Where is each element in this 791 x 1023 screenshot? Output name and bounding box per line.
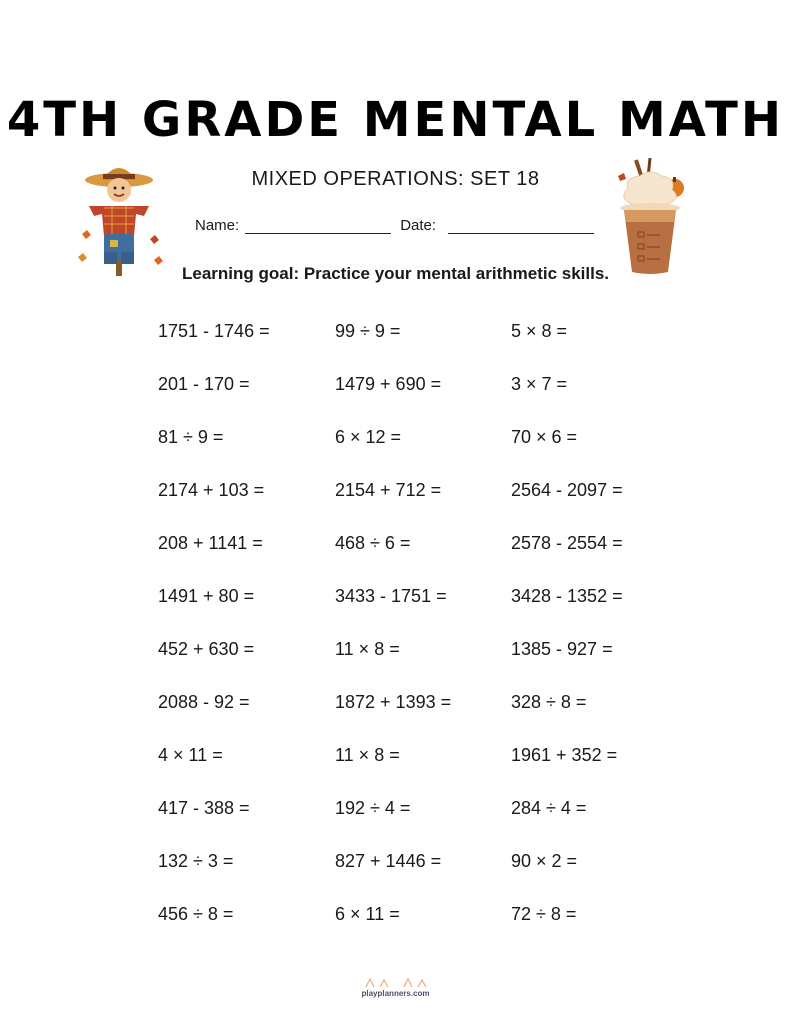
problem-item: 1385 - 927 = <box>511 639 613 659</box>
page-title: 4TH GRADE MENTAL MATH <box>6 92 785 148</box>
problem-item: 456 ÷ 8 = <box>158 904 234 924</box>
problem-item: 2174 + 103 = <box>158 480 265 500</box>
problem-item: 11 × 8 = <box>335 639 400 659</box>
date-field[interactable] <box>448 219 594 234</box>
problem-item: 1491 + 80 = <box>158 586 255 606</box>
problem-item: 208 + 1141 = <box>158 533 263 553</box>
problem-item: 3 × 7 = <box>511 374 568 394</box>
problem-item: 328 ÷ 8 = <box>511 692 587 712</box>
problem-item: 90 × 2 = <box>511 851 578 871</box>
problem-item: 3428 - 1352 = <box>511 586 623 606</box>
problem-item: 417 - 388 = <box>158 798 250 818</box>
problem-item: 6 × 12 = <box>335 427 402 447</box>
problem-item: 72 ÷ 8 = <box>511 904 577 924</box>
problem-item: 5 × 8 = <box>511 321 568 341</box>
footer-logo <box>0 977 791 998</box>
problem-item: 1479 + 690 = <box>335 374 442 394</box>
page-subtitle: MIXED OPERATIONS: SET 18 <box>251 168 540 190</box>
scarecrow-illustration <box>74 154 164 279</box>
problem-item: 81 ÷ 9 = <box>158 427 224 447</box>
name-field[interactable] <box>245 219 391 234</box>
problem-item: 99 ÷ 9 = <box>335 321 401 341</box>
problem-item: 70 × 6 = <box>511 427 578 447</box>
problem-item: 192 ÷ 4 = <box>335 798 411 818</box>
problem-item: 2564 - 2097 = <box>511 480 623 500</box>
pumpkin-latte-illustration <box>610 158 690 278</box>
name-label: Name: <box>195 217 240 234</box>
problem-item: 2154 + 712 = <box>335 480 442 500</box>
problem-item: 468 ÷ 6 = <box>335 533 411 553</box>
problem-item: 132 ÷ 3 = <box>158 851 234 871</box>
problem-item: 1751 - 1746 = <box>158 321 270 341</box>
date-label: Date: <box>400 217 437 234</box>
problem-column-3 <box>511 318 643 928</box>
problem-item: 3433 - 1751 = <box>335 586 447 606</box>
problem-item: 1961 + 352 = <box>511 745 618 765</box>
problem-column-1 <box>158 318 328 928</box>
learning-goal: Learning goal: Practice your mental arithmetic skills. <box>181 264 610 283</box>
problem-item: 2088 - 92 = <box>158 692 250 712</box>
problem-item: 6 × 11 = <box>335 904 400 924</box>
problem-item: 11 × 8 = <box>335 745 400 765</box>
problem-column-2 <box>335 318 505 928</box>
problem-item: 4 × 11 = <box>158 745 223 765</box>
problem-item: 201 - 170 = <box>158 374 250 394</box>
sparkle-decoration-icon <box>356 977 436 989</box>
problem-item: 2578 - 2554 = <box>511 533 623 553</box>
problem-item: 1872 + 1393 = <box>335 692 452 712</box>
name-date-line <box>195 217 594 234</box>
problem-item: 827 + 1446 = <box>335 851 442 871</box>
problem-item: 284 ÷ 4 = <box>511 798 587 818</box>
problem-item: 452 + 630 = <box>158 639 255 659</box>
footer-brand: playplanners.com <box>361 989 430 998</box>
